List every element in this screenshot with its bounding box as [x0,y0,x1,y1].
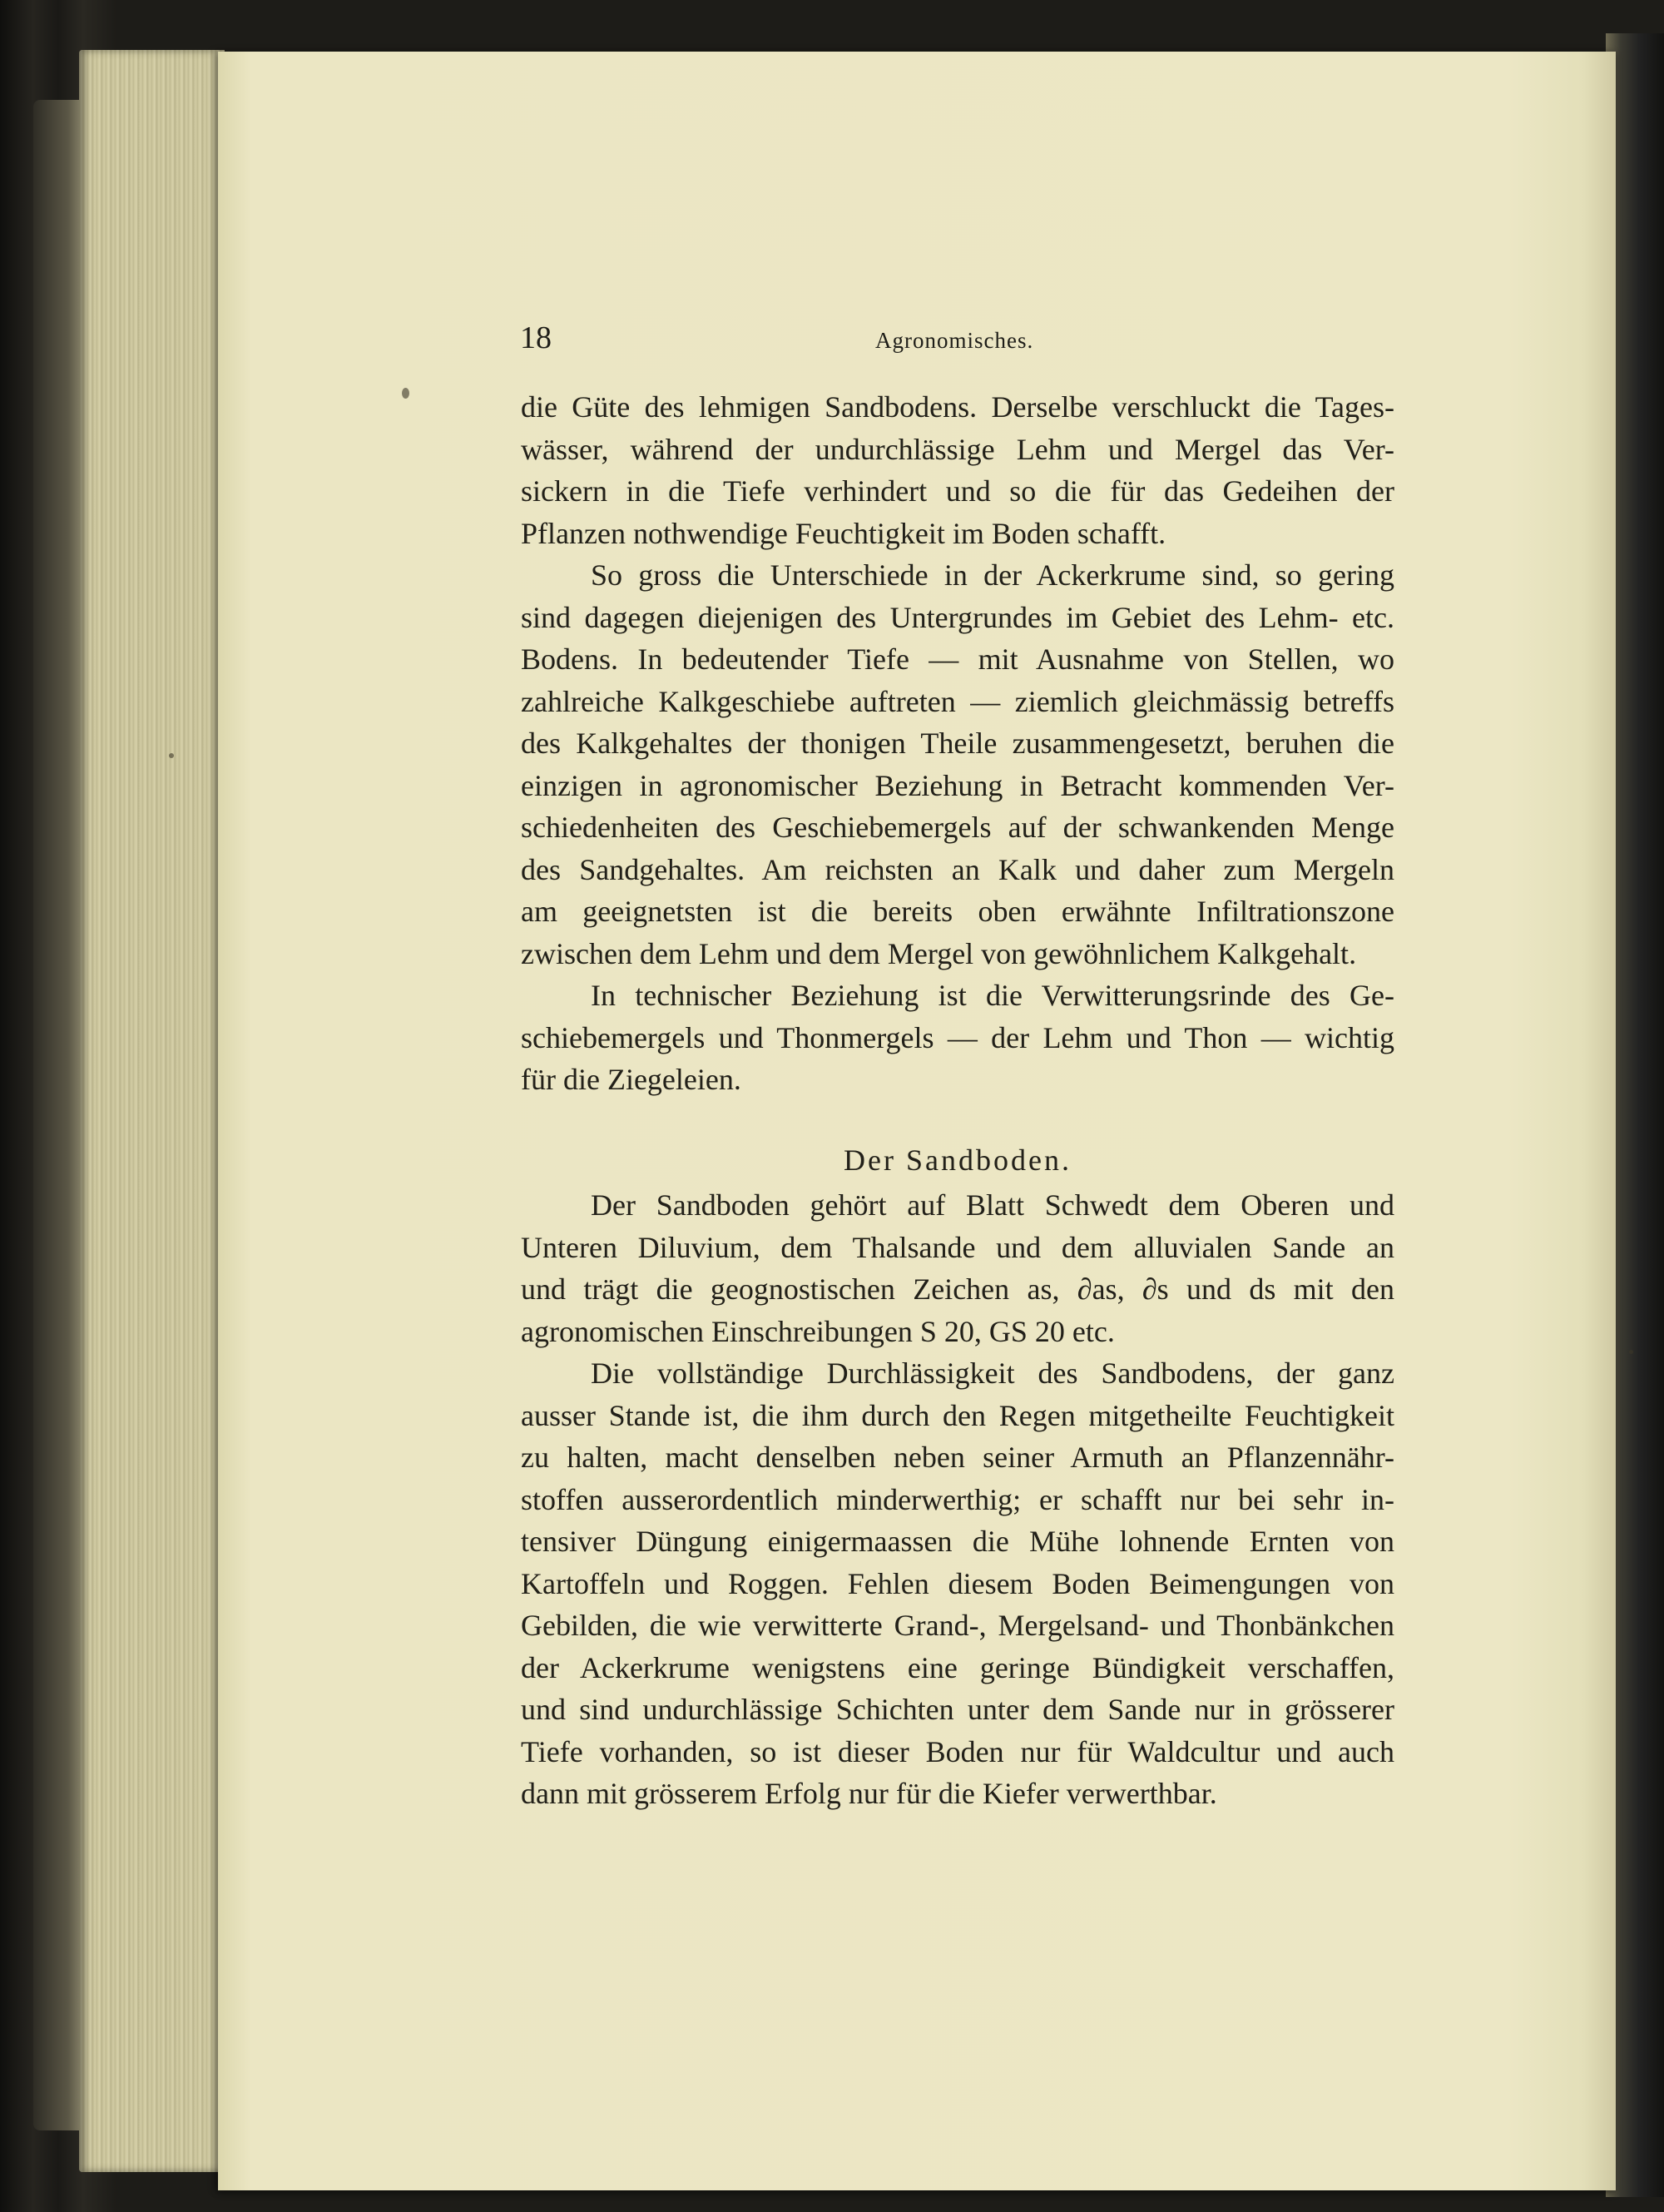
page-number: 18 [520,320,552,355]
text-line: tensiver Düngung einigermaassen die Mühe lohnende Ernten von [521,1525,1394,1558]
text-line: Bodens. In bedeutender Tiefe — mit Ausnahme von Stellen, wo [521,642,1394,676]
text-line: Tiefe vorhanden, so ist dieser Boden nur für Waldcultur und auch [521,1734,1394,1768]
text-line: die Güte des lehmigen Sandbodens. Derselbe verschluckt die Tages- [521,390,1394,424]
text-line: sind dagegen diejenigen des Untergrundes im Gebiet des Lehm- etc. [521,600,1394,634]
section-paragraph-1 [521,1184,1394,1352]
section-title: Der Sandboden. [844,1143,1072,1177]
ink-spot [402,388,409,399]
text-line: zu halten, macht denselben neben seiner Armuth an Pflanzennähr- [521,1441,1394,1474]
text-line: Gebilden, die wie verwitterte Grand-, Mergelsand- und Thonbänkchen [521,1609,1394,1642]
text-line: In technischer Beziehung ist die Verwitterungsrinde des Ge- [591,979,1394,1012]
paragraph-2 [521,554,1394,975]
text-line: und trägt die geognostischen Zeichen as, ∂as, ∂s und ds mit den [521,1272,1394,1306]
text-line: Kartoffeln und Roggen. Fehlen diesem Boden Beimengungen von [521,1566,1394,1600]
text-line: einzigen in agronomischer Beziehung in Betracht kommenden Ver- [521,768,1394,802]
text-line: zwischen dem Lehm und dem Mergel von gewöhnlichem Kalkgehalt. [521,936,1357,970]
text-line: Pflanzen nothwendige Feuchtigkeit im Boden schafft. [521,516,1166,550]
text-line: agronomischen Einschreibungen S 20, GS 20 etc. [521,1314,1115,1348]
text-line: Unteren Diluvium, dem Thalsande und dem alluvialen Sande an [521,1230,1394,1264]
text-line: schiebemergels und Thonmergels — der Lehm und Thon — wichtig [521,1020,1394,1054]
text-line: schiedenheiten des Geschiebemergels auf der schwankenden Menge [521,811,1394,844]
running-head: Agronomisches. [875,328,1034,353]
text-line: sickern in die Tiefe verhindert und so die für das Gedeihen der [521,474,1394,508]
stacked-page-edges [79,50,225,2172]
text-line: stoffen ausserordentlich minderwerthig; er schafft nur bei sehr in- [521,1482,1394,1516]
text-line: dann mit grösserem Erfolg nur für die Kiefer verwerthbar. [521,1777,1217,1810]
text-line: für die Ziegeleien. [521,1063,741,1096]
ink-spot [1629,1350,1633,1354]
body-text [521,386,1394,1815]
paragraph-3 [521,975,1394,1101]
text-line: wässer, während der undurchlässige Lehm und Mergel das Ver- [521,432,1394,466]
text-line: des Sandgehaltes. Am reichsten an Kalk und daher zum Mergeln [521,852,1394,886]
text-line: So gross die Unterschiede in der Ackerkrume sind, so gering [591,558,1394,592]
text-line: am geeignetsten ist die bereits oben erwähnte Infiltrationszone [521,895,1394,928]
text-line: Der Sandboden gehört auf Blatt Schwedt dem Oberen und [591,1188,1394,1222]
text-line: zahlreiche Kalkgeschiebe auftreten — ziemlich gleichmässig betreffs [521,684,1394,718]
section-paragraph-2 [521,1352,1394,1815]
text-line: Die vollständige Durchlässigkeit des Sandbodens, der ganz [591,1356,1394,1390]
text-line: der Ackerkrume wenigstens eine geringe Bündigkeit verschaffen, [521,1650,1394,1684]
text-line: und sind undurchlässige Schichten unter dem Sande nur in grösserer [521,1693,1394,1726]
paragraph-1 [521,386,1394,554]
ink-spot [169,753,174,758]
text-line: ausser Stande ist, die ihm durch den Regen mitgetheilte Feuchtigkeit [521,1398,1394,1432]
text-line: des Kalkgehaltes der thonigen Theile zusammengesetzt, beruhen die [521,727,1394,760]
